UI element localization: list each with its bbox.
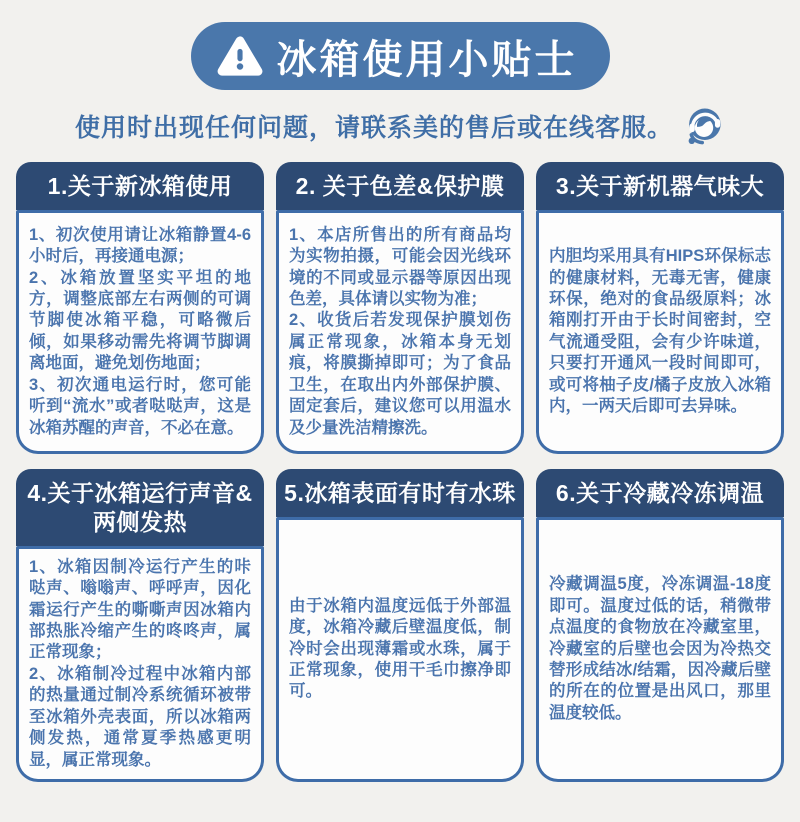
tip-card-color-protective-film xyxy=(276,162,524,454)
tip-card-body xyxy=(16,210,264,454)
tip-card-title: 3.关于新机器气味大 xyxy=(536,162,784,210)
customer-service-headset-icon xyxy=(683,105,725,147)
tip-paragraph: 2、冰箱放置坚实平坦的地方，调整底部左右两侧的可调节脚使冰箱平稳，可略微后倾，如果移动需先将调节脚调离地面，避免划伤地面； xyxy=(29,268,251,373)
tip-card-title: 1.关于新冰箱使用 xyxy=(16,162,264,210)
title-banner xyxy=(191,22,610,90)
page-title: 冰箱使用小贴士 xyxy=(276,37,578,82)
tip-card-body xyxy=(536,517,784,782)
tip-paragraph: 冷藏调温5度，冷冻调温-18度即可。温度过低的话，稍微带点温度的食物放在冷藏室里，冷藏室的后壁也会因为冷热交替形成结冰/结霜，因冷藏后壁的所在的位置是出风口，那里温度较低。 xyxy=(549,575,771,722)
tip-card-title: 2. 关于色差&保护膜 xyxy=(276,162,524,210)
tip-paragraph: 1、初次使用请让冰箱静置4-6小时后，再接通电源； xyxy=(29,225,251,266)
tip-card-temperature-adjustment xyxy=(536,469,784,782)
tip-card-surface-water-droplets xyxy=(276,469,524,782)
fridge-tips-infographic xyxy=(0,22,800,822)
tip-paragraph: 2、冰箱制冷过程中冰箱内部的热量通过制冷系统循环被带至冰箱外壳表面，所以冰箱两侧发热，通常夏季热感更明显，属正常现象。 xyxy=(29,664,251,769)
tip-card-title: 5.冰箱表面有时有水珠 xyxy=(276,469,524,517)
tip-paragraph: 内胆均采用具有HIPS环保标志的健康材料，无毒无害，健康环保，绝对的食品级原料；冰箱刚打开由于长时间密封，空气流通受阻，会有少许味道，只要打开通风一段时间即可，或可将柚子皮/橘子皮放入冰箱内，一两天后即可去异味。 xyxy=(549,247,771,416)
contact-note-row xyxy=(0,105,800,147)
tip-card-body xyxy=(536,210,784,454)
tip-card-new-fridge-use xyxy=(16,162,264,454)
tip-paragraph: 由于冰箱内温度远低于外部温度，冰箱冷藏后壁温度低，制冷时会出现薄霜或水珠，属于正常现象，使用干毛巾擦净即可。 xyxy=(289,596,511,701)
warning-triangle-icon xyxy=(217,35,263,77)
tip-card-body xyxy=(276,517,524,782)
tip-paragraph: 3、初次通电运行时，您可能听到“流水”或者哒哒声，这是冰箱苏醒的声音，不必在意。 xyxy=(29,375,251,437)
tip-card-body xyxy=(16,546,264,782)
tips-grid xyxy=(0,162,800,782)
tip-card-title: 4.关于冰箱运行声音&两侧发热 xyxy=(16,469,264,546)
tip-card-title: 6.关于冷藏冷冻调温 xyxy=(536,469,784,517)
tip-paragraph: 2、收货后若发现保护膜划伤属正常现象，冰箱本身无划痕，将膜撕掉即可；为了食品卫生，在取出内外部保护膜、固定套后，建议您可以用温水及少量洗洁精擦洗。 xyxy=(289,311,511,437)
contact-note: 使用时出现任何问题，请联系美的售后或在线客服。 xyxy=(74,114,673,142)
tip-card-body xyxy=(276,210,524,454)
tip-card-new-machine-odor xyxy=(536,162,784,454)
tip-paragraph: 1、冰箱因制冷运行产生的咔哒声、嗡嗡声、呼呼声，因化霜运行产生的嘶嘶声因冰箱内部热胀冷缩产生的咚咚声，属正常现象； xyxy=(29,557,251,662)
tip-paragraph: 1、本店所售出的所有商品均为实物拍摄，可能会因光线环境的不同或显示器等原因出现色差，具体请以实物为准； xyxy=(289,225,511,308)
tip-card-running-noise-side-heat xyxy=(16,469,264,782)
